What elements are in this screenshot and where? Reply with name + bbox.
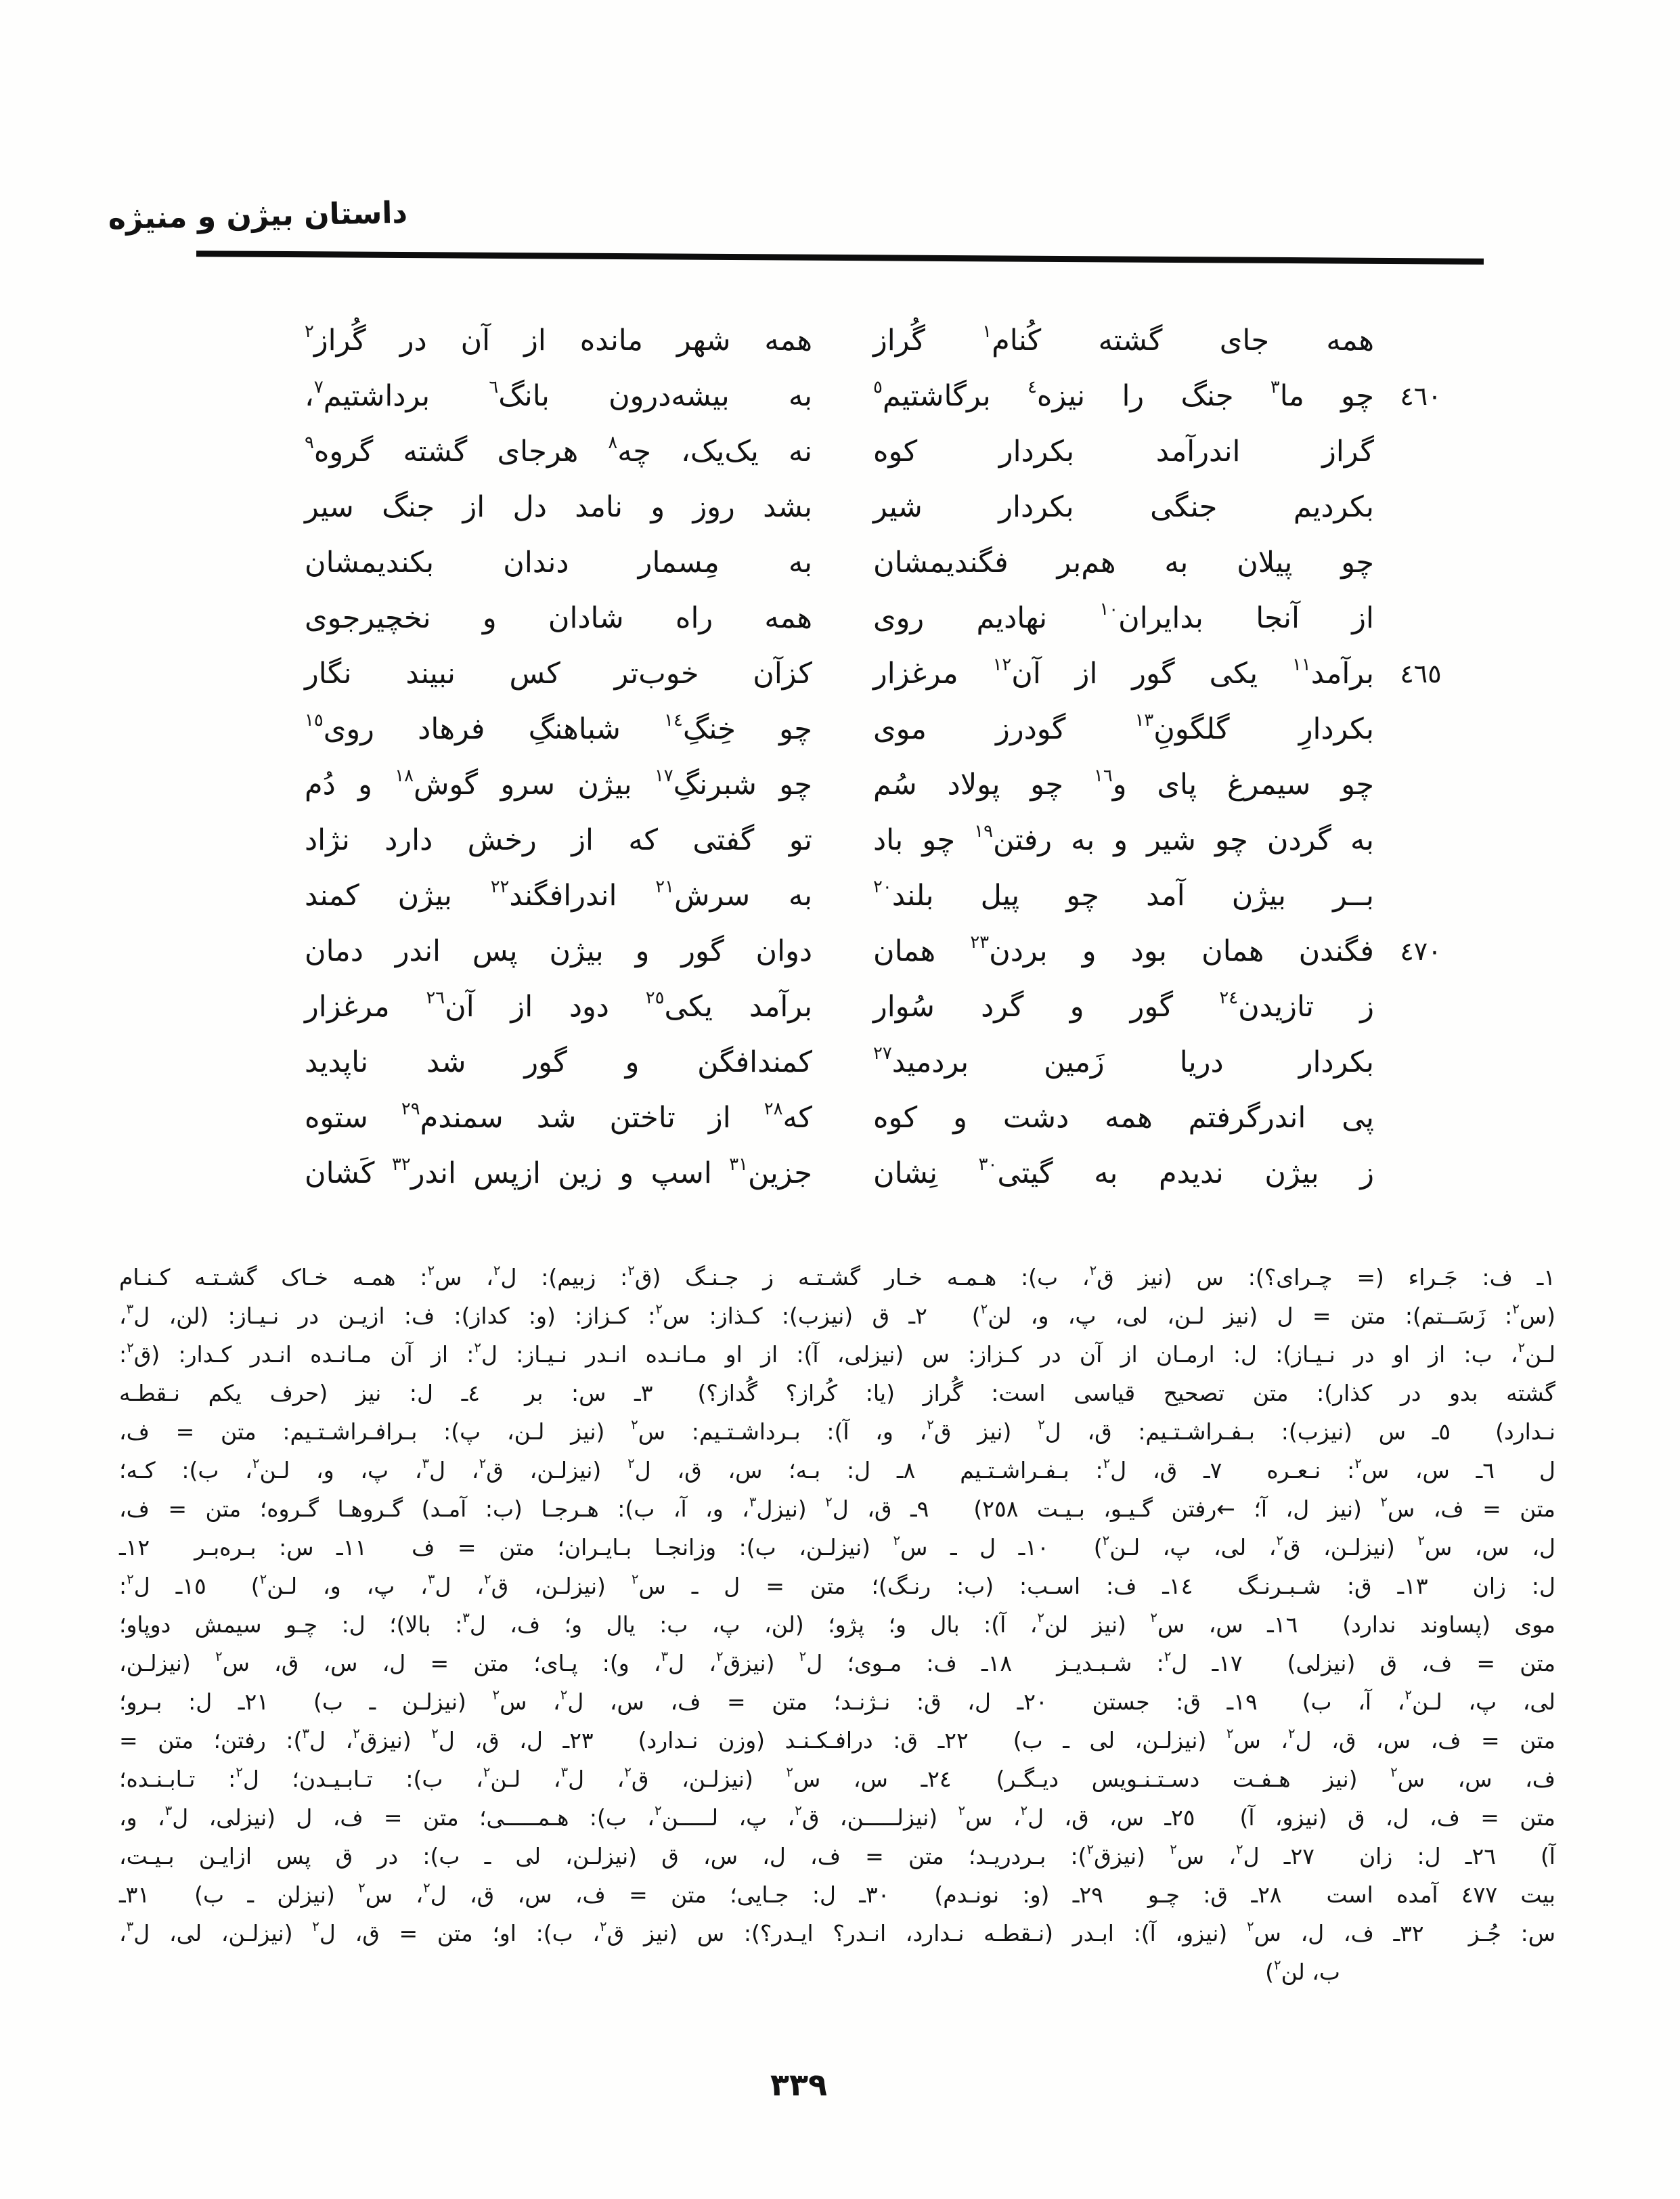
footnote-line: ل: زان ١٣ـ ق: شـبـرنـگ ١٤ـ ف: اسـب: (ب: رنـگ)؛ متن = ل ـ س$^٢$ (نیزلـن، ق$^٢$، ل$^٣$، پ، و، لـن$^٢$) ١٥ـ ل$^٢$: xyxy=(119,1571,1555,1599)
second-hemistich: برآمد یکی$^{٢٥}$ دود از آن$^{٢٦}$ مرغزار xyxy=(305,987,812,1024)
verse-row xyxy=(305,979,1455,1035)
footnote-line: لی، پ، لـن$^٢$، آ، ب) ١٩ـ ق: جستن ٢٠ـ ل، ق: نـژنـد؛ متن = ف، س، ل$^٢$، س$^٢$ (نیزلـن ـ ب) ٢١ـ ل: بـرو؛ xyxy=(119,1687,1555,1715)
second-hemistich: بشد روز و نامد دل از جنگ سیر xyxy=(305,490,812,524)
page-header-title: داستان بیژن و منیژه xyxy=(108,195,408,236)
first-hemistich: چو ما$^٣$ جنگ را نیزه$^٤$ برگاشتیم$^٥$ xyxy=(873,376,1374,413)
second-hemistich: به بیشه‌درون بانگ$^٦$ برداشتیم$^٧$، xyxy=(305,376,812,413)
verse-row xyxy=(305,368,1455,424)
footnote-line: متن = ف، ق (نیزلی) ١٧ـ ل$^٢$: شـبـدیـز ١٨ـ ف: مـوی؛ ل$^٢$ (نیزق$^٢$، ل$^٣$، و): پـای؛ متن = ل، س، ق، س$^٢$ (نیزلـن، xyxy=(119,1649,1556,1676)
second-hemistich: دوان گور و بیژن پس اندر دمان xyxy=(305,934,812,968)
column-gutter xyxy=(812,840,873,841)
footnote-line: ف، س، س$^٢$ (نیز هـفـت دسـتـنـویس دیـگـر) ٢٤ـ س، س$^٢$ (نیزلـن، ق$^٢$، ل$^٣$، لـن$^٢$، ب): تـابـیـدن؛ ل$^٢$: تـابـنـده؛ xyxy=(119,1764,1555,1792)
second-hemistich: همه راه شادان و نخچیرجوی xyxy=(305,601,812,635)
second-hemistich: تو گفتی که از رخش دارد نژاد xyxy=(305,823,812,857)
footnote-line: ب، لن$^٢$) xyxy=(1265,1957,1340,1985)
header-rule xyxy=(196,251,1484,265)
verse-row xyxy=(305,1090,1455,1146)
first-hemistich: گراز اندرآمد بکردار کوه xyxy=(873,435,1374,469)
verse-row xyxy=(305,590,1455,646)
footnote-line: متن = ف، ل، ق (نیزو، آ) ٢٥ـ س، ق، ل$^٢$، س$^٢$ (نیزلـــــن، ق$^٢$، پ، لـــــن$^٢$، ب): هـمـــــی؛ متن = ف، ل (نیزلی، ل$^٣$، و، xyxy=(119,1803,1555,1831)
footnote-line: س: جُـز ٣٢ـ ف، ل، س$^٢$ (نیزو، آ): ابـدر (نـقطـه نـدارد، انـدر؟ ایـدر؟): س (نیز ق$^٢$، ب): او؛ متن = ق، ل$^٢$ (نیزلـن، لی، ل$^٣$، xyxy=(119,1919,1555,1946)
second-hemistich: چو شبرنگِ$^{١٧}$ بیژن سرو گوش$^{١٨}$ و دُم xyxy=(305,765,812,802)
second-hemistich: همه شهر مانده از آن در گُراز$^٢$ xyxy=(305,321,812,357)
verse-row xyxy=(305,757,1455,812)
footnote-line: متن = ف، س، ق، ل$^٢$، س$^٢$ (نیزلـن، لی ـ ب) ٢٢ـ ق: درافـکـنـد (وزن نـدارد) ٢٣ـ ل، ق، ل$^٢$ (نیزق$^٢$، ل$^٣$): رفتن؛ متن = xyxy=(119,1726,1555,1754)
footnote-line: ل ٦ـ س، س$^٢$: نـعـره ٧ـ ق، ل$^٢$: بـفـراشـتـیم ٨ـ ل: بـه؛ س، ق، ل$^٢$ (نیزلـن، ق$^٢$، ل$^٣$، پ، و، لـن$^٢$، ب): کـه؛ xyxy=(119,1456,1555,1483)
first-hemistich: چو سیمرغ پای و$^{١٦}$ چو پولاد سُم xyxy=(873,765,1374,802)
verse-row xyxy=(305,424,1455,479)
first-hemistich: فگندن همان بود و بردن$^{٢٣}$ همان xyxy=(873,932,1374,968)
footnote-line: متن = ف، س$^٢$ (نیز ل، آ؛ ←رفتن گـیـو، بـیـت ٢٥٨) ٩ـ ق، ل$^٢$ (نیزل$^٣$، و، آ، ب): هـرجـا (ب: آمـد) گـروهـا گـروه؛ متن = ف، xyxy=(119,1494,1555,1522)
footnote-line: نـدارد) ٥ـ س (نیزب): بـفـراشـتـیم: ق، ل$^٢$ (نیز ق$^٢$، و، آ): بـرداشـتـیم: س$^٢$ (نیز لـن، پ): بـرافـراشـتـیم: متن = ف، xyxy=(119,1417,1555,1445)
verse-row xyxy=(305,701,1455,757)
footnote-line: لـن$^٢$، ب: از او در نـیـاز): ل: ارمـان از آن در کـزاز: س (نیزلی، آ): از او مـانـده انـدر نـیـاز: ل$^٢$: از آن مـانـده انـدر کـدار: (ق$^٢$: xyxy=(119,1340,1556,1368)
verse-number: ٤٧٠ xyxy=(1400,936,1442,966)
column-gutter xyxy=(812,618,873,619)
first-hemistich: ز تازیدن$^{٢٤}$ گور و گرد سُوار xyxy=(873,987,1374,1024)
column-gutter xyxy=(812,507,873,508)
second-hemistich: نه یک‌یک، چه$^٨$ هرجای گشته گروه$^٩$ xyxy=(305,432,813,469)
verse-row xyxy=(305,812,1455,868)
verse-row xyxy=(305,535,1455,590)
column-gutter xyxy=(812,396,873,397)
second-hemistich: جزین$^{٣١}$ اسپ و زین ازپس اندر$^{٣٢}$ کَشان xyxy=(305,1154,812,1190)
first-hemistich: برآمد$^{١١}$ یکی گور از آن$^{١٢}$ مرغزار xyxy=(873,654,1374,691)
first-hemistich: همه جای گشته کُنام$^١$ گُراز xyxy=(873,321,1375,357)
footnote-line: گشته بدو در کذار): متن تصحیح قیاسی است: گُراز (یا: کُراز؟ گُداز؟) ٣ـ س: بر ٤ـ ل: نیز (حرف یکم نـقطـه xyxy=(119,1380,1555,1406)
footnote-line: ١ـ ف: جَـراء (= چـرای؟): س (نیز ق$^٢$، ب): هـمـه خـار گشـتـه ز جـنـگ (ق$^٢$: زبیم): ل$^٢$، س$^٢$: همـه خـاک گشـتـه کـنـام xyxy=(119,1263,1555,1290)
poem-block xyxy=(305,313,1455,1201)
critical-apparatus-footnotes xyxy=(119,1258,1555,1991)
verse-row xyxy=(305,646,1455,701)
first-hemistich: ز بیژن ندیدم به گیتی$^{٣٠}$ نِشان xyxy=(873,1154,1374,1190)
verse-number: ٤٦٠ xyxy=(1400,381,1442,411)
footnote-line: بیت ٤٧٧ آمده است ٢٨ـ ق: چـو ٢٩ـ (و: نونـدم) ٣٠ـ ل: جـایی؛ متن = ف، س، ق، ل$^٢$، س$^٢$ (نیزلن ـ ب) ٣١ـ xyxy=(119,1880,1555,1908)
first-hemistich: پی اندرگرفتم همه دشت و کوه xyxy=(873,1101,1374,1135)
second-hemistich: کمندافگن و گور شد ناپدید xyxy=(305,1045,812,1079)
verse-row xyxy=(305,868,1455,923)
first-hemistich: چو پیلان به هم‌بر فگندیمشان xyxy=(873,546,1374,580)
first-hemistich: بکردار دریا زَمین بردمید$^{٢٧}$ xyxy=(873,1043,1374,1079)
column-gutter xyxy=(812,1062,873,1063)
page-number: ٣٣٩ xyxy=(770,2066,828,2103)
second-hemistich: چو خِنگِ$^{١٤}$ شباهنگِ فرهاد روی$^{١٥}$ xyxy=(305,710,812,746)
footnote-line: موی (پساوند ندارد) ١٦ـ س، س$^٢$ (نیز لن$^٢$، آ): بال و؛ پژو؛ (لن، پ، ب: یال و؛ ف، ل$^٣$: بالا)؛ ل: چـو سیمش دوپاو؛ xyxy=(119,1610,1555,1638)
verse-row xyxy=(305,1035,1455,1090)
first-hemistich: بــر بیژن آمد چو پیل بلند$^{٢٠}$ xyxy=(873,876,1374,913)
verse-row xyxy=(305,479,1455,535)
footnote-line: ل، س، س$^٢$ (نیزلـن، ق$^٢$، لی، پ، لـن$^٢$) ١٠ـ ل ـ س$^٢$ (نیزلـن، ب): وزانجـا بـایـران؛ متن = ف ١١ـ س: بـره‌بـر ١٢ـ xyxy=(119,1533,1555,1561)
first-hemistich: بکردارِ گلگونِ$^{١٣}$ گودرز موی xyxy=(873,710,1374,746)
column-gutter xyxy=(812,951,873,952)
second-hemistich: که$^{٢٨}$ از تاختن شد سمندم$^{٢٩}$ ستوه xyxy=(305,1098,812,1135)
first-hemistich: به گردن چو شیر و به رفتن$^{١٩}$ چو باد xyxy=(873,821,1374,857)
column-gutter xyxy=(812,729,873,730)
footnote-line: آ) ٢٦ـ ل: زان ٢٧ـ ل$^٢$، س$^٢$ (نیزق$^٢$): بـردریـد؛ متن = ف، ل، س، ق (نیزلـن، لی ـ ب): در ق پس ازایـن بـیـت، xyxy=(119,1842,1555,1869)
verse-row xyxy=(305,313,1455,368)
column-gutter xyxy=(812,1173,873,1174)
footnote-line: (س$^٢$: زَسَــتم): متن = ل (نیز لـن، لی، پ، و، لن$^٢$) ٢ـ ق (نیزب): کـذاز: س$^٢$: کـزاز: (و: کداز): ف: ازیـن در نـیـاز: (لن، ل$^٣$، xyxy=(119,1301,1555,1329)
verse-row xyxy=(305,1146,1455,1201)
first-hemistich: از آنجا بدایران$^{١٠}$ نهادیم روی xyxy=(873,598,1374,635)
second-hemistich: به سرش$^{٢١}$ اندرافگند$^{٢٢}$ بیژن کمند xyxy=(305,876,812,913)
verse-row xyxy=(305,923,1455,979)
second-hemistich: کزآن خوب‌تر کس نبیند نگار xyxy=(305,657,812,691)
second-hemistich: به مِسمار دندان بکندیمشان xyxy=(305,546,812,580)
first-hemistich: بکردیم جنگی بکردار شیر xyxy=(873,490,1374,524)
verse-number: ٤٦٥ xyxy=(1400,659,1442,689)
